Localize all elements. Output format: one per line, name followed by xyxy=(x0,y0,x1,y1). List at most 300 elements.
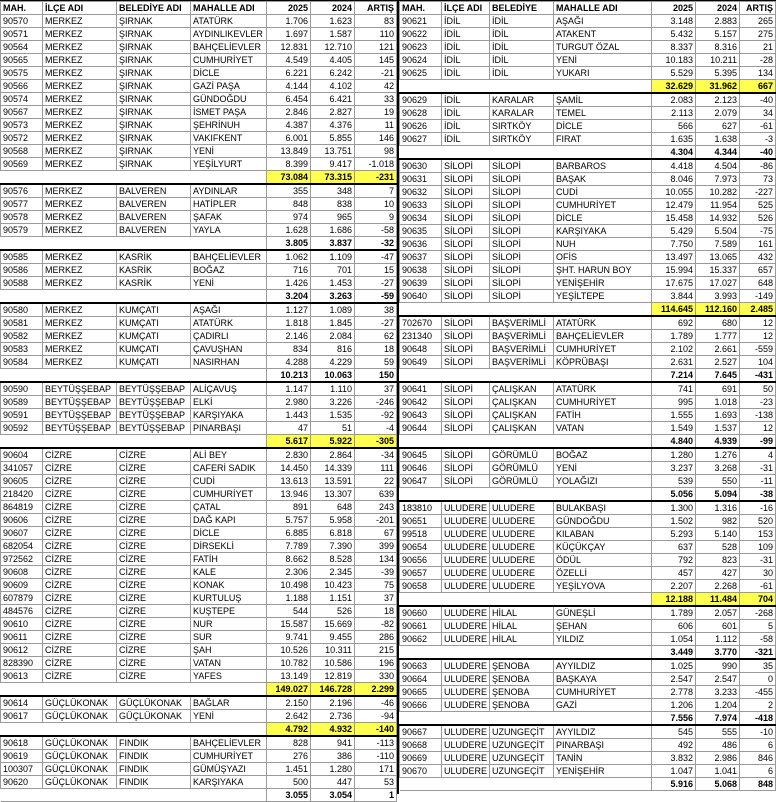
table-row xyxy=(1,409,397,422)
empty-cell xyxy=(191,237,267,251)
cell-2024: 2.268 xyxy=(696,580,740,593)
cell-belediye: İDİL xyxy=(490,54,554,67)
cell-2024: 941 xyxy=(311,736,355,750)
cell-mah: 90636 xyxy=(400,238,442,251)
cell-mahalle: ŞAMİL xyxy=(554,93,652,107)
cell-artis: -113 xyxy=(355,736,397,750)
table-row xyxy=(1,145,397,158)
cell-ilce: MERKEZ xyxy=(43,132,117,145)
cell-2025: 6.885 xyxy=(267,527,311,540)
cell-mah: 90646 xyxy=(400,462,442,475)
total-2025: 3.449 xyxy=(652,646,696,660)
table-row xyxy=(1,488,397,501)
cell-belediye: CİZRE xyxy=(117,579,191,592)
cell-mah: 90623 xyxy=(400,41,442,54)
cell-2025: 5.429 xyxy=(652,225,696,238)
group-total-row xyxy=(400,646,776,660)
cell-ilce: CİZRE xyxy=(43,618,117,631)
cell-mahalle: YILDIZ xyxy=(554,633,652,646)
cell-2025: 12.479 xyxy=(652,199,696,212)
col-header-artis: ARTIŞ xyxy=(740,2,776,15)
group-total-row xyxy=(400,778,776,791)
table-row xyxy=(400,107,776,120)
cell-ilce: ULUDERE xyxy=(442,580,490,593)
cell-2024: 386 xyxy=(311,750,355,763)
cell-mah: 484576 xyxy=(1,605,43,618)
cell-belediye: CİZRE xyxy=(117,462,191,475)
cell-mahalle: YEŞİLYOVA xyxy=(554,580,652,593)
empty-cell xyxy=(442,435,490,449)
cell-belediye: ŞIRNAK xyxy=(117,28,191,41)
empty-cell xyxy=(554,146,652,160)
empty-cell xyxy=(490,303,554,317)
cell-2025: 995 xyxy=(652,396,696,409)
total-artis: 2.299 xyxy=(355,683,397,697)
cell-mah: 90591 xyxy=(1,409,43,422)
cell-ilce: İDİL xyxy=(442,15,490,28)
cell-belediye: SİLOPİ xyxy=(490,212,554,225)
cell-artis: -46 xyxy=(355,696,397,710)
cell-mahalle: KARŞIYAKA xyxy=(554,225,652,238)
empty-cell xyxy=(554,369,652,383)
cell-belediye: BALVEREN xyxy=(117,211,191,224)
table-row xyxy=(400,382,776,396)
cell-mah: 90635 xyxy=(400,225,442,238)
cell-ilce: GÜÇLÜKONAK xyxy=(43,776,117,789)
cell-ilce: ULUDERE xyxy=(442,725,490,739)
cell-mahalle: ATATÜRK xyxy=(554,316,652,330)
cell-mah: 90670 xyxy=(400,765,442,778)
cell-2025: 828 xyxy=(267,736,311,750)
cell-ilce: SİLOPİ xyxy=(442,212,490,225)
empty-cell xyxy=(490,488,554,502)
cell-mah: 90617 xyxy=(1,710,43,723)
total-2024: 11.484 xyxy=(696,593,740,607)
cell-belediye: ULUDERE xyxy=(490,515,554,528)
cell-2024: 3.993 xyxy=(696,290,740,303)
group-total-row xyxy=(400,712,776,726)
cell-belediye: BEYTÜŞŞEBAP xyxy=(117,382,191,396)
cell-belediye: HİLAL xyxy=(490,606,554,620)
cell-ilce: ULUDERE xyxy=(442,765,490,778)
cell-2025: 2.207 xyxy=(652,580,696,593)
total-2025: 114.645 xyxy=(652,303,696,317)
cell-2024: 7.390 xyxy=(311,540,355,553)
cell-2025: 8.046 xyxy=(652,173,696,186)
table-row xyxy=(400,501,776,515)
cell-ilce: CİZRE xyxy=(43,670,117,683)
cell-mahalle: NUH xyxy=(554,238,652,251)
cell-belediye: ŞIRNAK xyxy=(117,119,191,132)
cell-2025: 3.237 xyxy=(652,462,696,475)
cell-mah: 607879 xyxy=(1,592,43,605)
total-artis: 1 xyxy=(355,789,397,802)
cell-2024: 6.242 xyxy=(311,67,355,80)
total-2025: 3.204 xyxy=(267,290,311,304)
cell-mahalle: BAĞLAR xyxy=(191,696,267,710)
cell-artis: 526 xyxy=(740,212,776,225)
cell-mah: 90629 xyxy=(400,93,442,107)
col-header-mah: MAH. xyxy=(1,2,43,15)
table-row xyxy=(400,554,776,567)
cell-2025: 6.454 xyxy=(267,93,311,106)
empty-cell xyxy=(554,778,652,791)
cell-ilce: SİLOPİ xyxy=(442,238,490,251)
cell-ilce: ULUDERE xyxy=(442,673,490,686)
cell-ilce: MERKEZ xyxy=(43,145,117,158)
cell-2025: 5.529 xyxy=(652,67,696,80)
table-row xyxy=(1,553,397,566)
cell-ilce: İDİL xyxy=(442,41,490,54)
table-row xyxy=(1,28,397,41)
cell-mahalle: AYDINLAR xyxy=(191,184,267,198)
cell-2025: 1.549 xyxy=(652,422,696,435)
cell-ilce: SİLOPİ xyxy=(442,343,490,356)
cell-2024: 2.661 xyxy=(696,343,740,356)
cell-2024: 2.883 xyxy=(696,15,740,28)
cell-belediye: CİZRE xyxy=(117,631,191,644)
cell-mah: 90612 xyxy=(1,644,43,657)
cell-mahalle: ATATÜRK xyxy=(554,382,652,396)
total-2025: 32.629 xyxy=(652,80,696,94)
cell-mahalle: CUMHURİYET xyxy=(554,686,652,699)
table-row xyxy=(1,317,397,330)
cell-ilce: MERKEZ xyxy=(43,303,117,317)
cell-2025: 1.451 xyxy=(267,763,311,776)
table-row xyxy=(1,763,397,776)
cell-mah: 90574 xyxy=(1,93,43,106)
cell-2024: 11.954 xyxy=(696,199,740,212)
cell-belediye: ŞIRNAK xyxy=(117,67,191,80)
cell-mah: 90648 xyxy=(400,343,442,356)
cell-mah: 90624 xyxy=(400,54,442,67)
cell-2024: 990 xyxy=(696,659,740,673)
cell-belediye: UZUNGEÇİT xyxy=(490,725,554,739)
cell-ilce: SİLOPİ xyxy=(442,330,490,343)
group-total-row xyxy=(400,80,776,94)
cell-ilce: SİLOPİ xyxy=(442,277,490,290)
table-row xyxy=(400,54,776,67)
cell-mah: 90588 xyxy=(1,277,43,290)
cell-2024: 1.316 xyxy=(696,501,740,515)
cell-2025: 8.399 xyxy=(267,158,311,171)
cell-mahalle: ŞAH xyxy=(191,644,267,657)
cell-2024: 1.845 xyxy=(311,317,355,330)
cell-ilce: GÜÇLÜKONAK xyxy=(43,710,117,723)
cell-artis: -82 xyxy=(355,618,397,631)
empty-cell xyxy=(400,303,442,317)
cell-2025: 545 xyxy=(652,725,696,739)
cell-mah: 90641 xyxy=(400,382,442,396)
total-2025: 149.027 xyxy=(267,683,311,697)
cell-ilce: ULUDERE xyxy=(442,686,490,699)
cell-artis: 21 xyxy=(740,41,776,54)
cell-ilce: GÜÇLÜKONAK xyxy=(43,696,117,710)
cell-artis: 7 xyxy=(355,184,397,198)
cell-2024: 1.112 xyxy=(696,633,740,646)
cell-mahalle: CUDİ xyxy=(191,475,267,488)
cell-mah: 90586 xyxy=(1,264,43,277)
col-header-ilce: İLÇE ADI xyxy=(43,2,117,15)
group-total-row xyxy=(400,369,776,383)
empty-cell xyxy=(490,435,554,449)
cell-ilce: ULUDERE xyxy=(442,659,490,673)
table-row xyxy=(1,605,397,618)
group-total-row xyxy=(1,369,397,383)
group-total-row xyxy=(1,435,397,449)
cell-belediye: ÇALIŞKAN xyxy=(490,409,554,422)
cell-belediye: GÖRÜMLÜ xyxy=(490,475,554,488)
empty-cell xyxy=(1,789,43,802)
cell-ilce: ULUDERE xyxy=(442,699,490,712)
group-total-row xyxy=(1,171,397,185)
cell-2024: 5.855 xyxy=(311,132,355,145)
total-artis: 704 xyxy=(740,593,776,607)
total-artis: -431 xyxy=(740,369,776,383)
cell-2024: 555 xyxy=(696,725,740,739)
cell-artis: 34 xyxy=(740,107,776,120)
cell-2025: 2.306 xyxy=(267,566,311,579)
cell-artis: 648 xyxy=(740,277,776,290)
cell-artis: 35 xyxy=(740,659,776,673)
cell-ilce: İDİL xyxy=(442,67,490,80)
cell-mahalle: BOĞAZ xyxy=(554,448,652,462)
cell-belediye: FINDIK xyxy=(117,763,191,776)
cell-belediye: CİZRE xyxy=(117,618,191,631)
empty-cell xyxy=(554,435,652,449)
cell-artis: -3 xyxy=(740,133,776,146)
cell-2025: 1.706 xyxy=(267,15,311,28)
cell-mahalle: ATATÜRK xyxy=(191,15,267,28)
total-2024: 112.160 xyxy=(696,303,740,317)
cell-2025: 3.832 xyxy=(652,752,696,765)
total-2024: 7.645 xyxy=(696,369,740,383)
cell-mah: 90608 xyxy=(1,566,43,579)
cell-ilce: SİLOPİ xyxy=(442,199,490,212)
cell-ilce: SİLOPİ xyxy=(442,382,490,396)
cell-2024: 1.041 xyxy=(696,765,740,778)
cell-mahalle: BAŞAK xyxy=(554,173,652,186)
cell-artis: 30 xyxy=(740,567,776,580)
table-row xyxy=(1,657,397,670)
group-total-row xyxy=(1,683,397,697)
cell-mah: 90583 xyxy=(1,343,43,356)
cell-mahalle: CAFERİ SADIK xyxy=(191,462,267,475)
cell-artis: 0 xyxy=(740,673,776,686)
empty-cell xyxy=(490,593,554,607)
cell-belediye: BEYTÜŞŞEBAP xyxy=(117,422,191,435)
cell-mah: 90667 xyxy=(400,725,442,739)
cell-ilce: BEYTÜŞŞEBAP xyxy=(43,382,117,396)
cell-2024: 6.818 xyxy=(311,527,355,540)
empty-cell xyxy=(191,723,267,737)
cell-mahalle: KALE xyxy=(191,566,267,579)
cell-mah: 90634 xyxy=(400,212,442,225)
cell-mahalle: YENİŞEHİR xyxy=(554,277,652,290)
cell-2024: 13.751 xyxy=(311,145,355,158)
cell-belediye: SIRTKÖY xyxy=(490,133,554,146)
cell-2024: 8.316 xyxy=(696,41,740,54)
cell-2025: 355 xyxy=(267,184,311,198)
cell-belediye: SİLOPİ xyxy=(490,264,554,277)
empty-cell xyxy=(1,290,43,304)
cell-ilce: MERKEZ xyxy=(43,184,117,198)
cell-mah: 183810 xyxy=(400,501,442,515)
cell-mahalle: KONAK xyxy=(191,579,267,592)
empty-cell xyxy=(43,723,117,737)
table-row xyxy=(400,528,776,541)
total-artis: 2.485 xyxy=(740,303,776,317)
cell-mahalle: ATATÜRK xyxy=(191,317,267,330)
cell-ilce: ULUDERE xyxy=(442,528,490,541)
cell-2025: 2.083 xyxy=(652,93,696,107)
table-row xyxy=(400,580,776,593)
table-row xyxy=(400,620,776,633)
cell-mah: 828390 xyxy=(1,657,43,670)
table-row xyxy=(400,686,776,699)
cell-mah: 90625 xyxy=(400,67,442,80)
cell-belediye: GÜÇLÜKONAK xyxy=(117,710,191,723)
cell-belediye: SİLOPİ xyxy=(490,199,554,212)
cell-artis: 275 xyxy=(740,28,776,41)
cell-2024: 1.638 xyxy=(696,133,740,146)
cell-mahalle: CUMHURİYET xyxy=(554,343,652,356)
cell-ilce: SİLOPİ xyxy=(442,251,490,264)
cell-mahalle: CUDİ xyxy=(554,186,652,199)
total-2025: 7.214 xyxy=(652,369,696,383)
cell-mah: 90649 xyxy=(400,356,442,369)
table-row xyxy=(1,277,397,290)
cell-belediye: BEYTÜŞŞEBAP xyxy=(117,409,191,422)
cell-2025: 5.757 xyxy=(267,514,311,527)
left-header-row xyxy=(1,2,397,15)
cell-2025: 792 xyxy=(652,554,696,567)
total-artis: -321 xyxy=(740,646,776,660)
cell-mah: 90669 xyxy=(400,752,442,765)
cell-belediye: FINDIK xyxy=(117,736,191,750)
cell-mah: 90589 xyxy=(1,396,43,409)
cell-2025: 4.418 xyxy=(652,159,696,173)
cell-2025: 1.025 xyxy=(652,659,696,673)
col-header-2025: 2025 xyxy=(652,2,696,15)
cell-mahalle: AŞAĞI xyxy=(191,303,267,317)
table-row xyxy=(400,515,776,528)
cell-artis: -92 xyxy=(355,409,397,422)
cell-2024: 1.280 xyxy=(311,763,355,776)
cell-mahalle: OFİS xyxy=(554,251,652,264)
cell-mah: 90564 xyxy=(1,41,43,54)
cell-artis: 75 xyxy=(355,579,397,592)
cell-2024: 4.504 xyxy=(696,159,740,173)
empty-cell xyxy=(554,646,652,660)
cell-mahalle: BARBAROS xyxy=(554,159,652,173)
empty-cell xyxy=(490,778,554,791)
cell-belediye: UZUNGEÇİT xyxy=(490,752,554,765)
cell-mahalle: BOĞAZ xyxy=(191,264,267,277)
total-2024: 4.344 xyxy=(696,146,740,160)
cell-belediye: KARALAR xyxy=(490,107,554,120)
cell-2025: 1.280 xyxy=(652,448,696,462)
empty-cell xyxy=(442,593,490,607)
empty-cell xyxy=(43,171,117,185)
cell-2024: 447 xyxy=(311,776,355,789)
cell-2025: 9.741 xyxy=(267,631,311,644)
cell-mah: 90607 xyxy=(1,527,43,540)
table-row xyxy=(400,409,776,422)
cell-2024: 3.226 xyxy=(311,396,355,409)
empty-cell xyxy=(554,593,652,607)
cell-mah: 90632 xyxy=(400,186,442,199)
cell-2025: 566 xyxy=(652,120,696,133)
cell-2024: 680 xyxy=(696,316,740,330)
table-row xyxy=(1,250,397,264)
cell-belediye: ŞIRNAK xyxy=(117,158,191,171)
cell-mahalle: PINARBAŞI xyxy=(554,739,652,752)
cell-artis: -21 xyxy=(355,67,397,80)
cell-2025: 1.300 xyxy=(652,501,696,515)
cell-belediye: FINDIK xyxy=(117,750,191,763)
cell-artis: 286 xyxy=(355,631,397,644)
cell-mahalle: KUŞTEPE xyxy=(191,605,267,618)
table-row xyxy=(400,633,776,646)
cell-belediye: GÖRÜMLÜ xyxy=(490,462,554,475)
cell-ilce: MERKEZ xyxy=(43,250,117,264)
cell-artis: 67 xyxy=(355,527,397,540)
table-row xyxy=(400,659,776,673)
total-2025: 3.055 xyxy=(267,789,311,802)
col-header-belediye: BELEDİYE xyxy=(490,2,554,15)
cell-mahalle: YAFES xyxy=(191,670,267,683)
cell-belediye: ŞIRNAK xyxy=(117,93,191,106)
table-row xyxy=(400,752,776,765)
cell-mahalle: DİCLE xyxy=(191,527,267,540)
cell-belediye: ŞIRNAK xyxy=(117,80,191,93)
cell-mahalle: ÇAVUŞHAN xyxy=(191,343,267,356)
cell-artis: 243 xyxy=(355,501,397,514)
cell-mah: 90590 xyxy=(1,382,43,396)
table-row xyxy=(1,696,397,710)
col-header-2024: 2024 xyxy=(696,2,740,15)
cell-2024: 627 xyxy=(696,120,740,133)
cell-2024: 982 xyxy=(696,515,740,528)
cell-belediye: ŞIRNAK xyxy=(117,145,191,158)
cell-ilce: CİZRE xyxy=(43,592,117,605)
cell-ilce: MERKEZ xyxy=(43,41,117,54)
group-total-row xyxy=(400,593,776,607)
cell-2024: 1.535 xyxy=(311,409,355,422)
cell-2024: 601 xyxy=(696,620,740,633)
cell-2025: 1.062 xyxy=(267,250,311,264)
cell-2024: 4.229 xyxy=(311,356,355,369)
table-row xyxy=(1,540,397,553)
cell-artis: -227 xyxy=(740,186,776,199)
cell-mahalle: KÜÇÜKÇAY xyxy=(554,541,652,554)
cell-belediye: UZUNGEÇİT xyxy=(490,765,554,778)
cell-2024: 1.204 xyxy=(696,699,740,712)
cell-belediye: BEYTÜŞŞEBAP xyxy=(117,396,191,409)
empty-cell xyxy=(43,290,117,304)
cell-2024: 2.084 xyxy=(311,330,355,343)
total-2024: 3.837 xyxy=(311,237,355,251)
cell-2024: 1.623 xyxy=(311,15,355,28)
cell-artis: -201 xyxy=(355,514,397,527)
cell-ilce: CİZRE xyxy=(43,553,117,566)
empty-cell xyxy=(400,646,442,660)
cell-ilce: ULUDERE xyxy=(442,633,490,646)
empty-cell xyxy=(117,237,191,251)
empty-cell xyxy=(442,646,490,660)
cell-artis: 2 xyxy=(740,699,776,712)
